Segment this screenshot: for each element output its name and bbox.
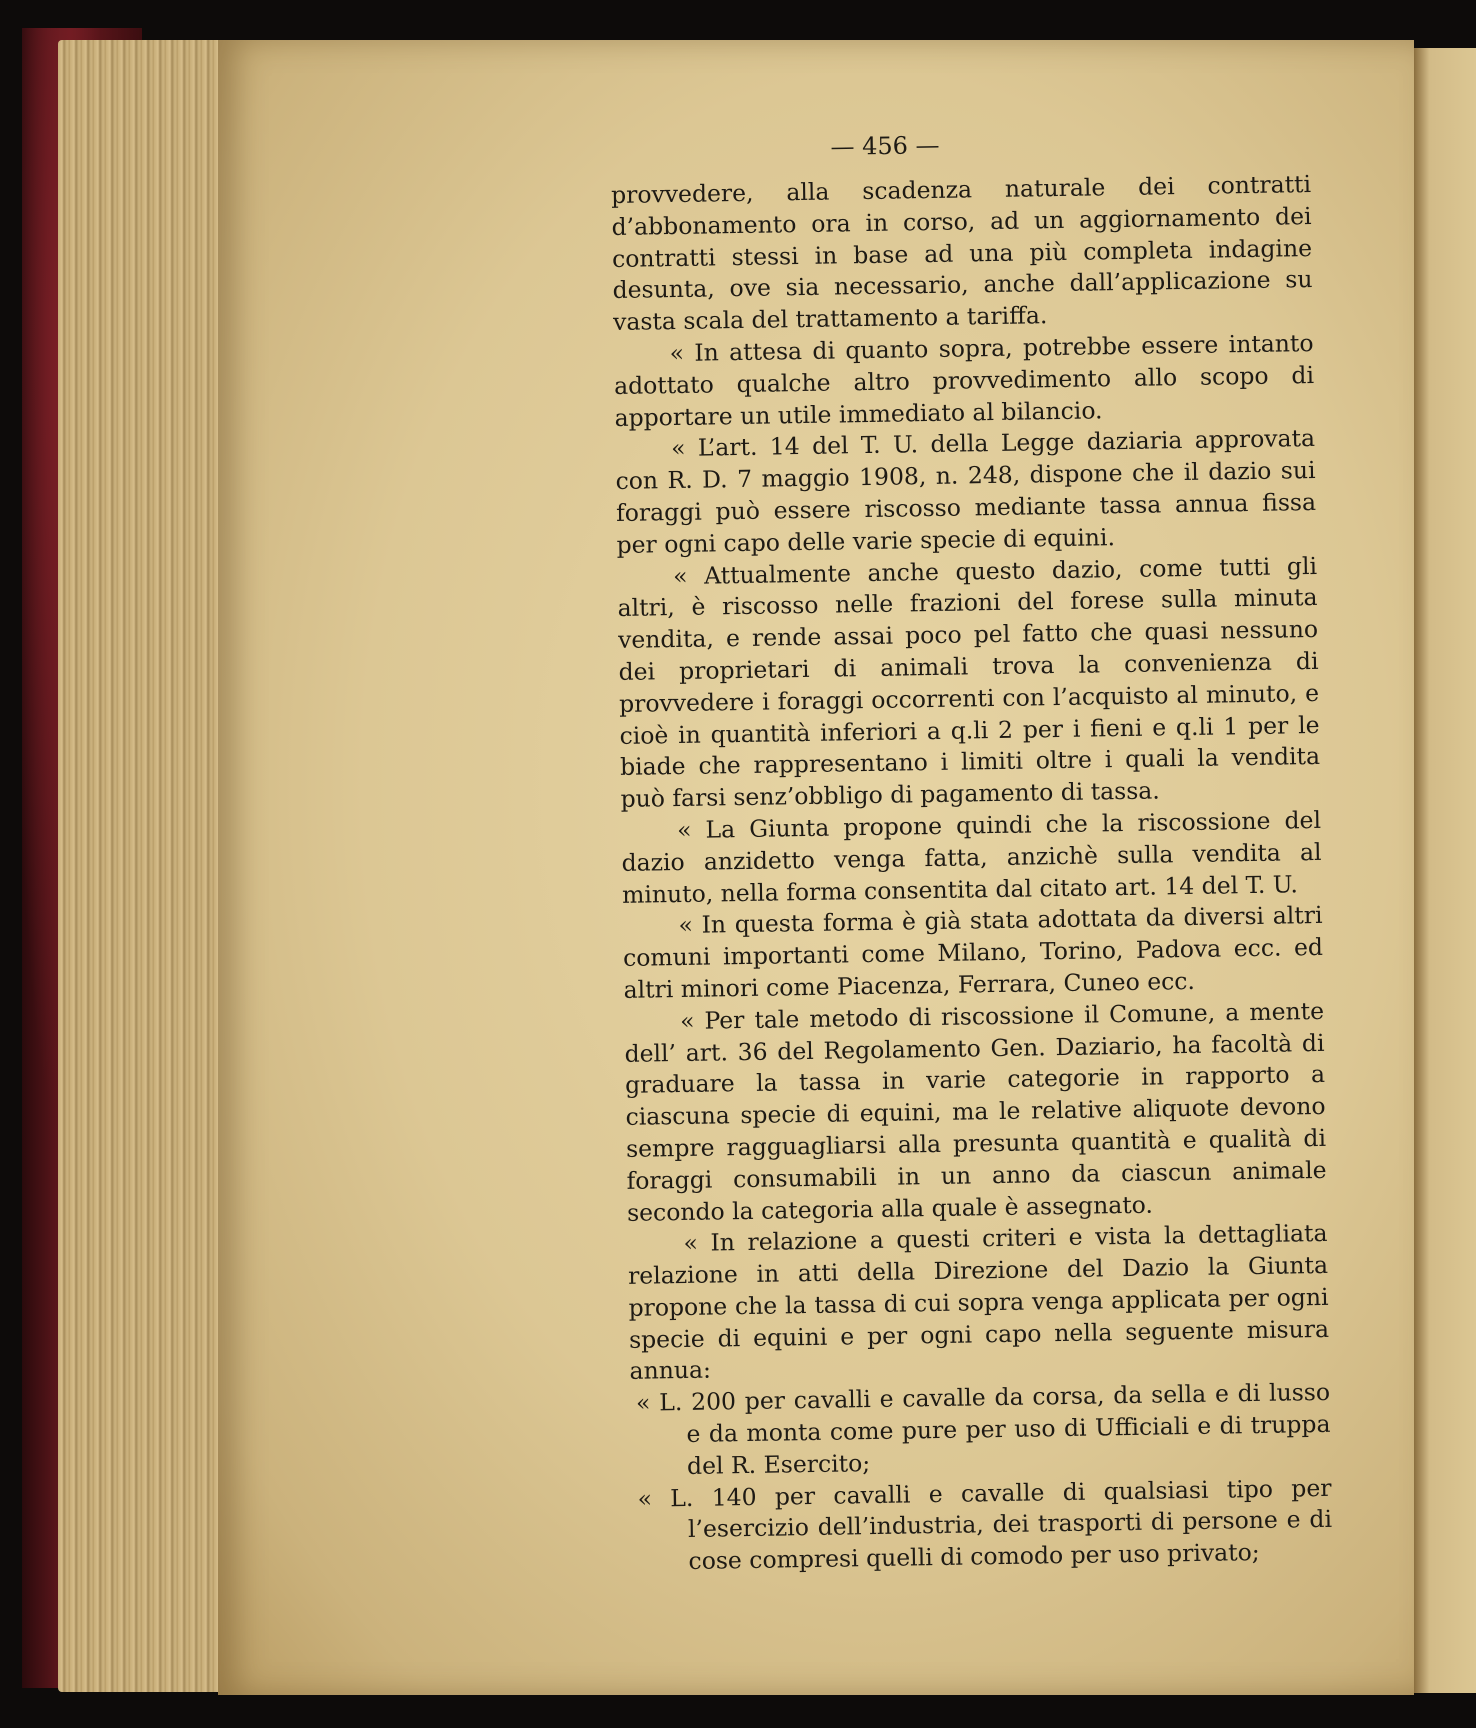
- paragraph: « In relazione a questi criteri e vista la dettagliata relazione in atti della Direzione del Dazio la Giunta propone che la tassa di cui sopra venga applicata per ogni specie di equini e per ogni capo nella seguente misura annua:: [627, 1219, 1330, 1386]
- paragraph: « La Giunta propone quindi che la riscossione del dazio anzidetto venga fatta, anzichè sulla vendita al minuto, nella forma consentita dal citato art. 14 del T. U.: [621, 805, 1322, 909]
- paragraph: « L’art. 14 del T. U. della Legge daziaria approvata con R. D. 7 maggio 1908, n. 248, dispone che il dazio sui foraggi può essere riscosso mediante tassa annua fissa per ogni capo delle varie specie di equini.: [615, 424, 1317, 559]
- paragraph: « Attualmente anche questo dazio, come tutti gli altri, è riscosso nelle frazioni del forese sulla minuta vendita, e rende assai poco pel fatto che quasi nessuno dei proprietari di animali trova la convenienza di provvedere i foraggi occorrenti con l’acquisto al minuto, e cioè in quantità inferiori a q.li 2 per i fieni e q.li 1 per le biade che rappresentano i limiti oltre i quali la vendita può farsi senz’obbligo di pagamento di tassa.: [617, 551, 1321, 814]
- paragraph: « In questa forma è già stata adottata da diversi altri comuni importanti come Milano, Torino, Padova ecc. ed altri minori come Piacenza, Ferrara, Cuneo ecc.: [622, 901, 1324, 1004]
- facing-page-edge: [1414, 48, 1476, 1693]
- tariff-item: « L. 200 per cavalli e cavalle da corsa, da sella e di lusso e da monta come pure per uso di Ufficiali e di truppa del R. Esercito;: [635, 1378, 1331, 1480]
- tariff-item: « L. 140 per cavalli e cavalle di qualsiasi tipo per l’esercizio dell’industria, dei trasporti di persone e di cose compresi quelli di comodo per uso privato;: [637, 1473, 1333, 1576]
- page-text: [610, 115, 1333, 1579]
- page-edges: [58, 40, 228, 1692]
- paragraph: « Per tale metodo di riscossione il Comune, a mente dell’ art. 36 del Regolamento Gen. Daziario, ha facoltà di graduare la tassa in varie categorie in rapporto a ciascuna specie di equini, ma le relative aliquote devono sempre ragguagliarsi alla presunta quantità e qualità di foraggi consumabili in un anno da ciascun animale secondo la categoria alla quale è assegnato.: [624, 996, 1327, 1227]
- paragraph: « In attesa di quanto sopra, potrebbe essere intanto adottato qualche altro provvedimento allo scopo di apportare un utile immediato al bilancio.: [613, 328, 1315, 432]
- page-number: — 456 —: [830, 131, 940, 161]
- paragraph-continuation: provvedere, alla scadenza naturale dei contratti d’abbonamento ora in corso, ad un aggiornamento dei contratti stessi in base ad una più completa indagine desunta, ove sia necessario, anche dall’applicazione su vasta scala del trattamento a tariffa.: [610, 169, 1313, 337]
